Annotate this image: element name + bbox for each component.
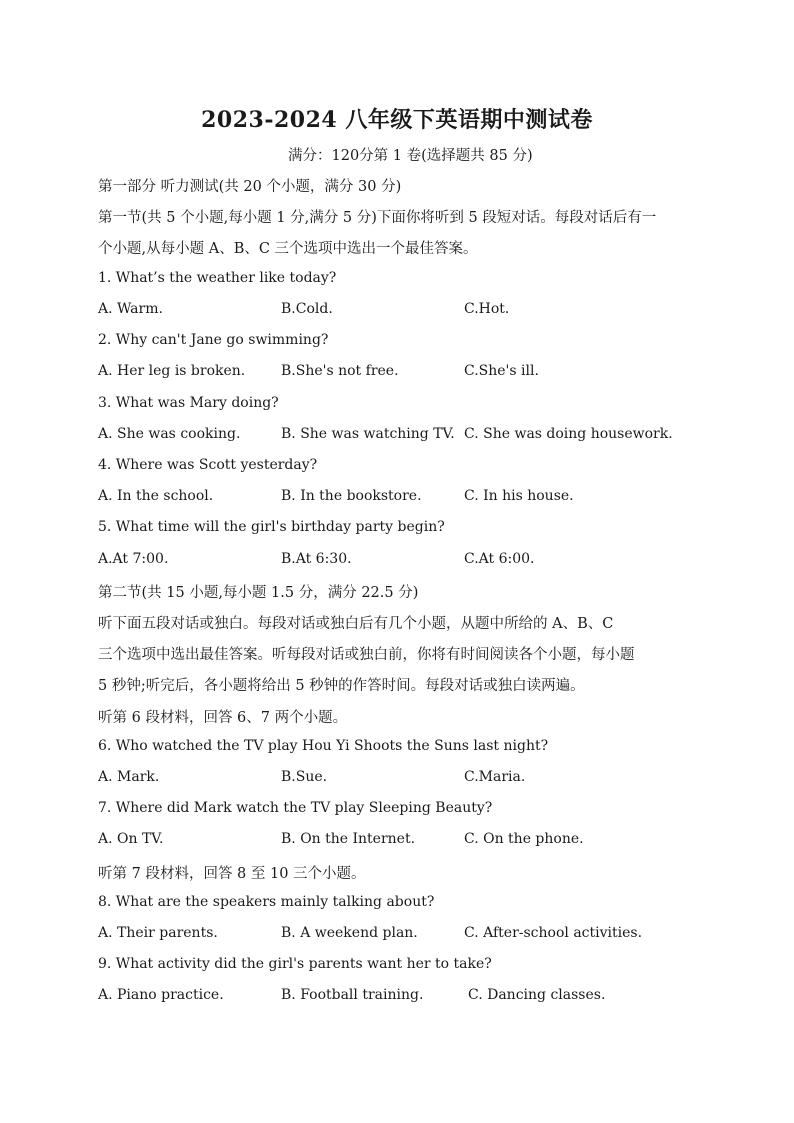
section2-instruction-line3: 5 秒钟;听完后，各小题将给出 5 秒钟的作答时间。每段对话或独白读两遍。 [98, 678, 585, 694]
question-6-option-b: B.Sue. [281, 769, 328, 785]
part1-heading: 第一部分 听力测试(共 20 个小题，满分 30 分) [98, 179, 402, 195]
question-2-option-b: B.She's not free. [281, 363, 399, 379]
question-9-option-c: C. Dancing classes. [468, 987, 606, 1003]
question-3-option-b: B. She was watching TV. [281, 426, 455, 442]
question-2-option-a: A. Her leg is broken. [98, 363, 246, 379]
question-8-option-a: A. Their parents. [98, 925, 218, 941]
section1-instruction-line2: 个小题,从每小题 A、B、C 三个选项中选出一个最佳答案。 [98, 241, 478, 257]
section2-heading: 第二节(共 15 小题,每小题 1.5 分，满分 22.5 分) [98, 585, 419, 601]
section2-instruction-line1: 听下面五段对话或独白。每段对话或独白后有几个小题，从题中所给的 A、B、C [98, 616, 614, 632]
question-7-option-c: C. On the phone. [464, 831, 584, 847]
question-8-option-b: B. A weekend plan. [281, 925, 418, 941]
question-8-option-c: C. After-school activities. [464, 925, 643, 941]
question-1-option-b: B.Cold. [281, 301, 333, 317]
question-5-option-a: A.At 7:00. [98, 551, 169, 567]
question-2: 2. Why can't Jane go swimming? [98, 332, 329, 348]
question-7-option-b: B. On the Internet. [281, 831, 416, 847]
question-5: 5. What time will the girl's birthday party begin? [98, 519, 445, 535]
question-4-option-a: A. In the school. [98, 488, 214, 504]
question-6: 6. Who watched the TV play Hou Yi Shoots the Suns last night? [98, 738, 549, 754]
question-6-option-a: A. Mark. [98, 769, 160, 785]
question-4-option-c: C. In his house. [464, 488, 574, 504]
section1-instruction-line1: 第一节(共 5 个小题,每小题 1 分,满分 5 分)下面你将听到 5 段短对话。每段对话后有一 [98, 210, 657, 226]
question-2-option-c: C.She's ill. [464, 363, 539, 379]
question-1-option-c: C.Hot. [464, 301, 510, 317]
question-4: 4. Where was Scott yesterday? [98, 457, 318, 473]
question-1: 1. What’s the weather like today? [98, 270, 337, 286]
question-9: 9. What activity did the girl's parents want her to take? [98, 956, 492, 972]
question-5-option-c: C.At 6:00. [464, 551, 535, 567]
question-9-option-b: B. Football training. [281, 987, 424, 1003]
question-3: 3. What was Mary doing? [98, 395, 279, 411]
question-8: 8. What are the speakers mainly talking about? [98, 894, 435, 910]
exam-title: 2023-2024 八年级下英语期中测试卷 [201, 107, 593, 133]
question-7: 7. Where did Mark watch the TV play Sleeping Beauty? [98, 800, 493, 816]
question-1-option-a: A. Warm. [98, 301, 163, 317]
question-9-option-a: A. Piano practice. [98, 987, 224, 1003]
material-6-heading: 听第 6 段材料，回答 6、7 两个小题。 [98, 710, 348, 726]
section2-instruction-line2: 三个选项中选出最佳答案。听每段对话或独白前，你将有时间阅读各个小题，每小题 [98, 647, 635, 663]
material-7-heading: 听第 7 段材料，回答 8 至 10 三个小题。 [98, 866, 366, 882]
question-4-option-b: B. In the bookstore. [281, 488, 422, 504]
question-5-option-b: B.At 6:30. [281, 551, 352, 567]
question-7-option-a: A. On TV. [98, 831, 164, 847]
question-3-option-a: A. She was cooking. [98, 426, 241, 442]
question-3-option-c: C. She was doing housework. [464, 426, 673, 442]
exam-subtitle: 满分：120分第 1 卷(选择题共 85 分) [288, 148, 533, 164]
question-6-option-c: C.Maria. [464, 769, 526, 785]
